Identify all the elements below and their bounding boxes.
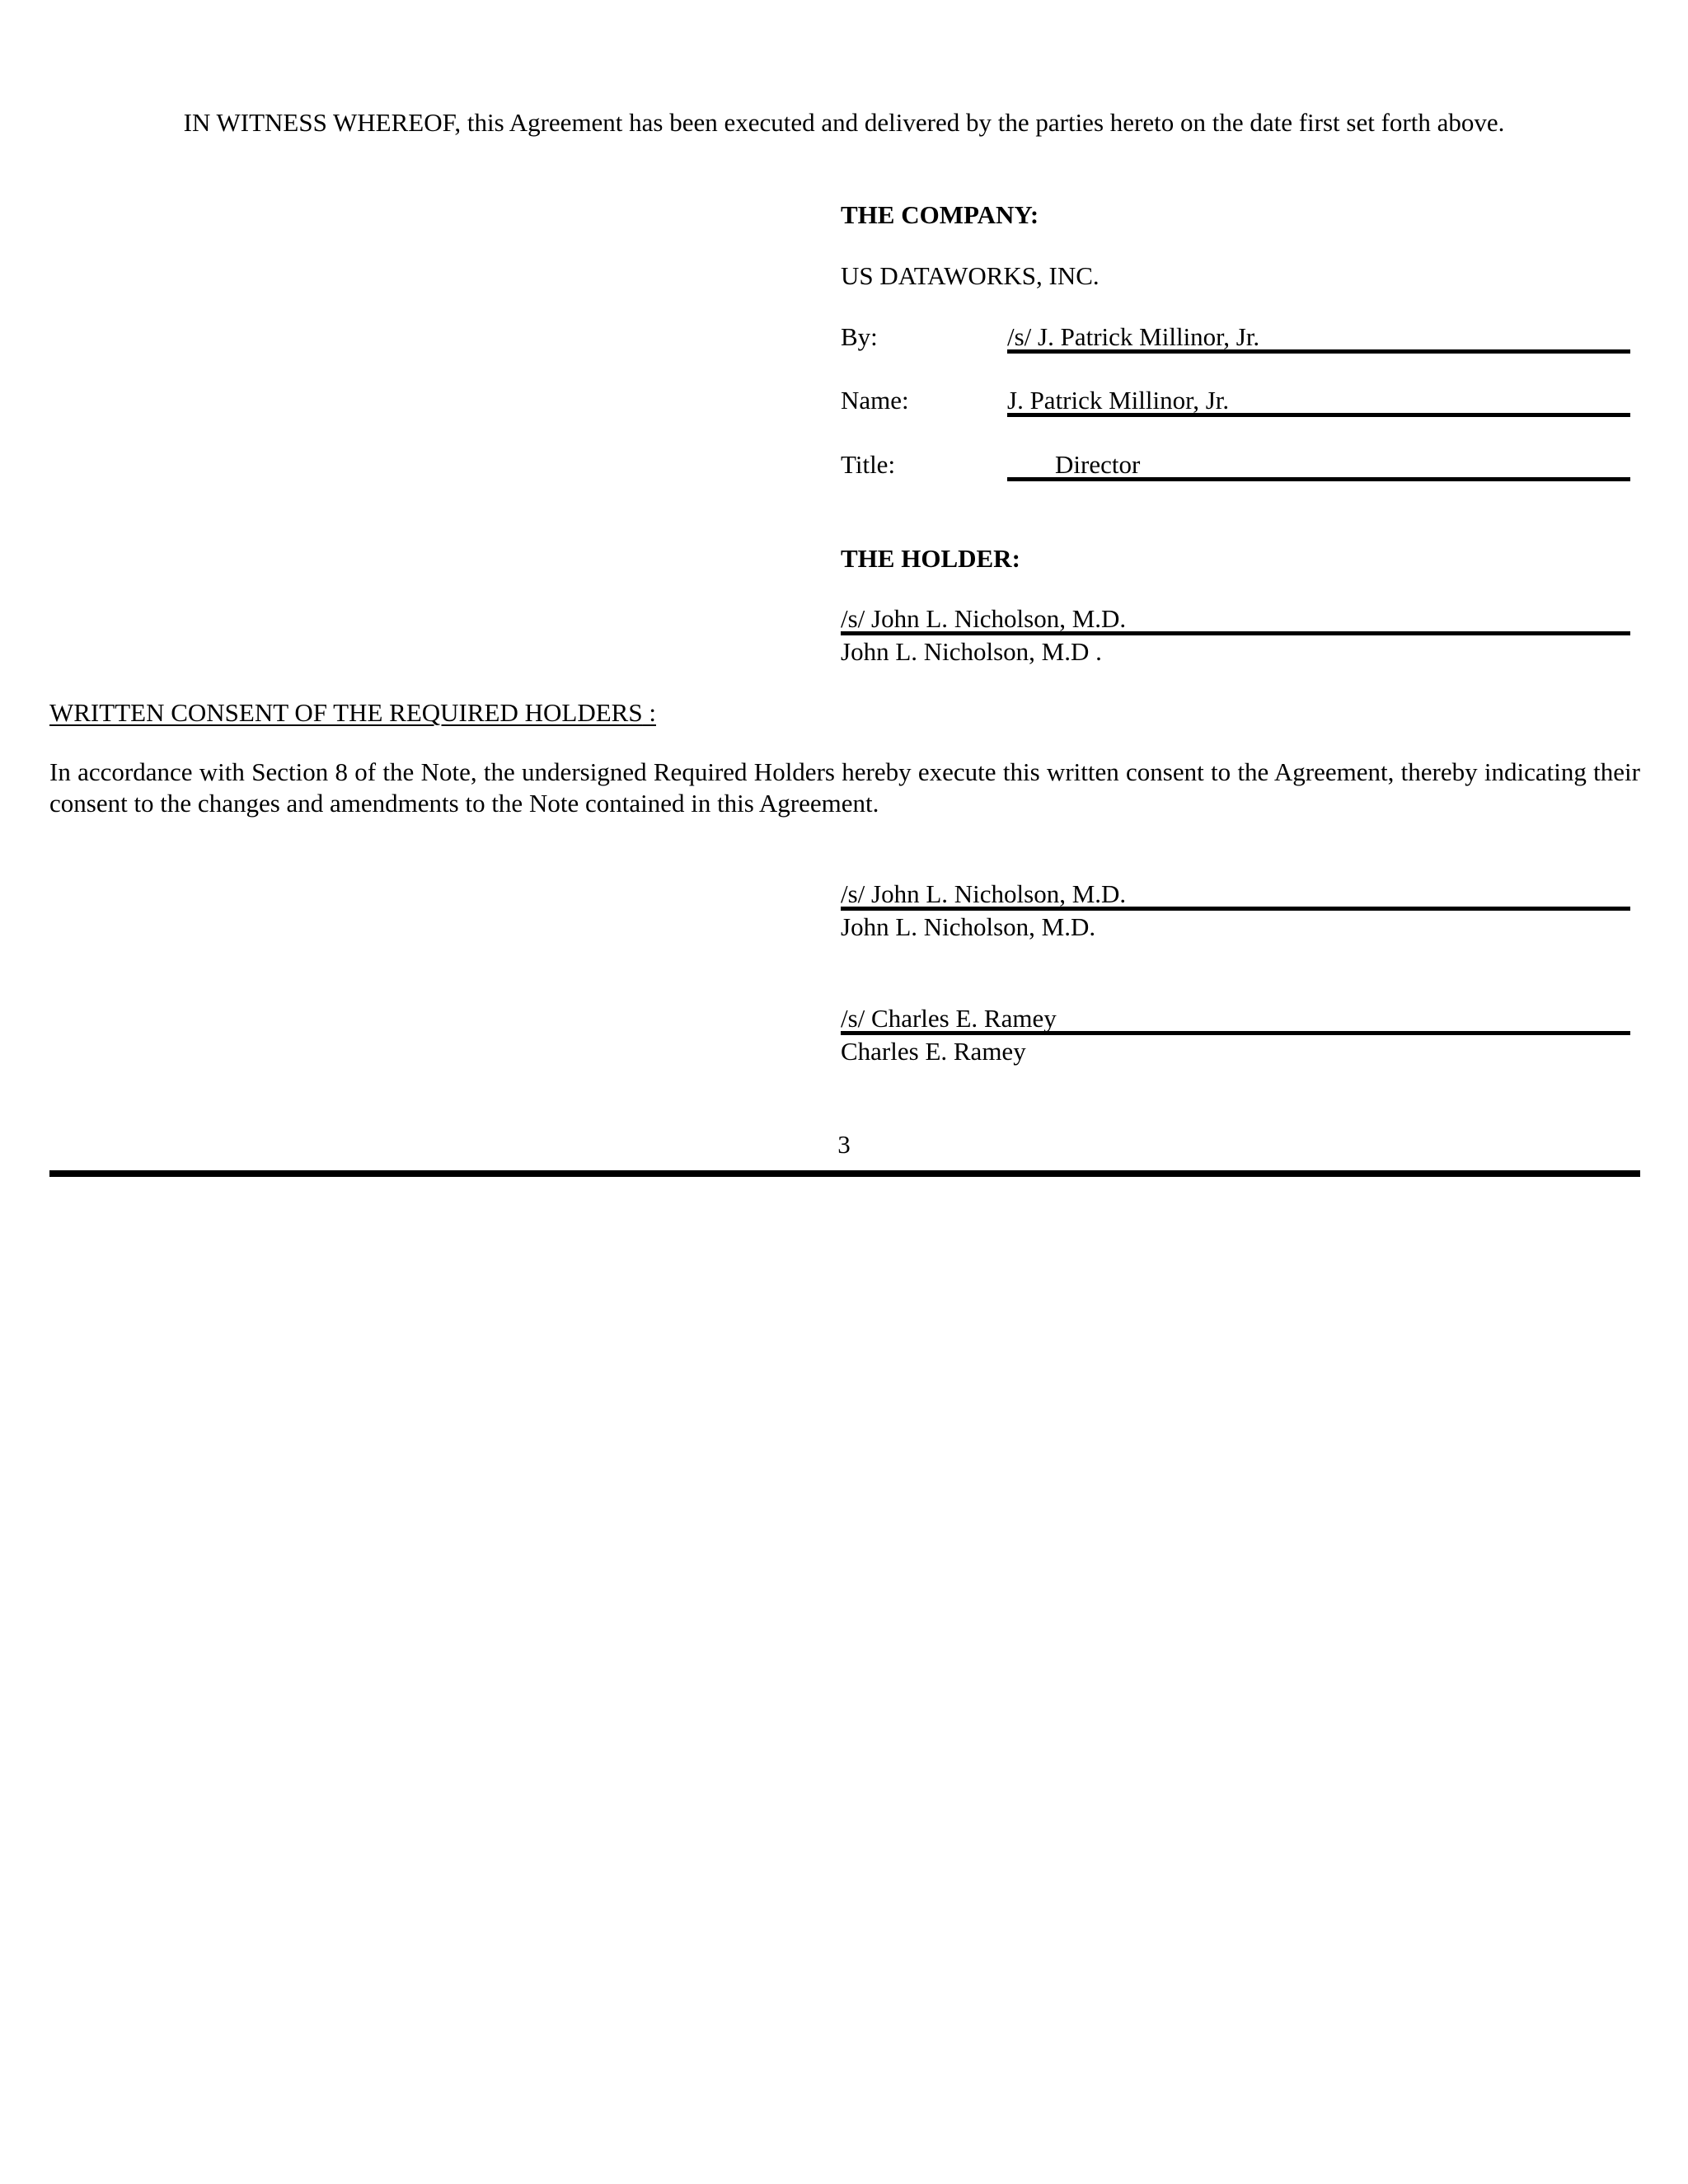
holder-heading: THE HOLDER: [841,544,1020,573]
consent-heading-suffix: : [642,698,656,727]
holder-signature-line [841,631,1630,635]
consent-signer-2-line [841,1031,1630,1035]
title-label: Title: [841,450,896,479]
by-signature: /s/ J. Patrick Millinor, Jr. [1007,322,1260,351]
consent-signer-1-signature: /s/ John L. Nicholson, M.D. [841,879,1127,908]
company-heading: THE COMPANY: [841,200,1039,229]
consent-heading-text: WRITTEN CONSENT OF THE REQUIRED HOLDERS [49,698,643,727]
consent-signer-1-line [841,907,1630,911]
witness-statement: IN WITNESS WHEREOF, this Agreement has been executed and delivered by the parties hereto on the date first set forth above. [183,108,1505,137]
holder-signature: /s/ John L. Nicholson, M.D. [841,604,1127,633]
by-label: By: [841,322,878,351]
holder-printed-name: John L. Nicholson, M.D . [841,637,1102,666]
name-value: J. Patrick Millinor, Jr. [1007,386,1230,415]
consent-signer-1-name: John L. Nicholson, M.D. [841,912,1096,941]
name-label: Name: [841,386,909,415]
title-value: Director [1055,450,1141,479]
consent-signer-2-signature: /s/ Charles E. Ramey [841,1004,1057,1033]
page-number: 3 [837,1130,851,1159]
consent-signer-2-name: Charles E. Ramey [841,1037,1026,1066]
consent-heading [49,697,656,728]
title-line [1007,477,1630,481]
footer-rule [49,1170,1640,1177]
company-name: US DATAWORKS, INC. [841,261,1100,290]
name-line [1007,413,1630,417]
by-signature-line [1007,349,1630,354]
consent-body: In accordance with Section 8 of the Note, the undersigned Required Holders hereby execute this written consent to the Agreement, thereby indicating their consent to the changes and amendments to the Note contained in this Agreement. [49,757,1640,818]
